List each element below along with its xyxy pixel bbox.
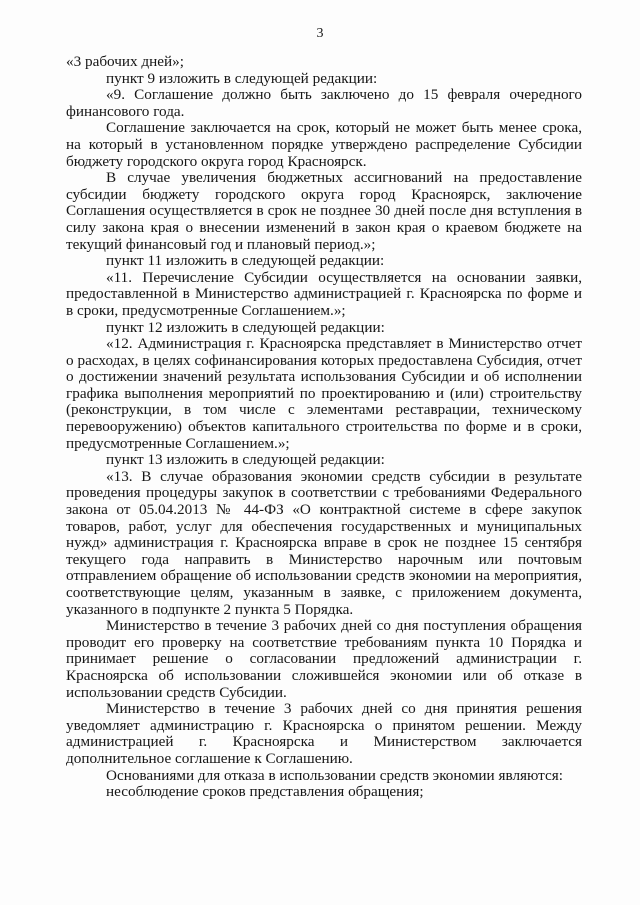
paragraph-8: пункт 12 изложить в следующей редакции:: [106, 318, 385, 336]
paragraph-9: «12. Администрация г. Красноярска представляет в Министерство отчет о расходах, в целях софинансирования которых предоставлена Субсидия, отчет о достижении значений результата использования Субсидии и об исполнении графика выполнения мероприятий по проектированию и (или) строительству (реконструкции, в том числе с элементами реставрации, техническому перевооружению) объектов капитального строительства по форме и в сроки, предусмотренные Соглашением.»;: [66, 335, 582, 452]
paragraph-10: пункт 13 изложить в следующей редакции:: [106, 451, 385, 469]
paragraph-13: Министерство в течение 3 рабочих дней со дня принятия решения уведомляет администрацию г. Красноярска о принятом решении. Между администрацией г. Красноярска и Министерством заключается дополнительное соглашение к Соглашению.: [66, 700, 582, 767]
paragraph-3: «9. Соглашение должно быть заключено до 15 февраля очередного финансового года.: [66, 86, 582, 120]
paragraph-12: Министерство в течение 3 рабочих дней со дня поступления обращения проводит его проверку на соответствие требованиям пункта 10 Порядка и принимает решение о согласовании предложений администрации г. Красноярска об использовании сложившейся экономии или об отказе в использовании средств Субсидии.: [66, 617, 582, 701]
paragraph-6: пункт 11 изложить в следующей редакции:: [106, 252, 385, 270]
paragraph-14: Основаниями для отказа в использовании средств экономии являются:: [106, 766, 563, 784]
page-number: 3: [316, 26, 324, 41]
paragraph-4: Соглашение заключается на срок, который не может быть менее срока, на который в установленном порядке утверждено распределение Субсидии бюджету городского округа город Красноярск.: [66, 119, 582, 170]
paragraph-1: «3 рабочих дней»;: [66, 53, 184, 70]
paragraph-15: несоблюдение сроков представления обращения;: [106, 783, 424, 801]
paragraph-7: «11. Перечисление Субсидии осуществляется на основании заявки, предоставленной в Министерство администрацией г. Красноярска по форме и в сроки, предусмотренные Соглашением.»;: [66, 268, 582, 319]
paragraph-2: пункт 9 изложить в следующей редакции:: [106, 69, 378, 87]
document-body: [66, 54, 582, 801]
paragraph-5: В случае увеличения бюджетных ассигнований на предоставление субсидии бюджету городского округа город Красноярск, заключение Соглашения осуществляется в срок не позднее 30 дней после дня вступления в силу закона края о внесении изменений в закон края о краевом бюджете на текущий финансовый год и плановый период.»;: [66, 169, 582, 253]
paragraph-11: «13. В случае образования экономии средств субсидии в результате проведения процедуры закупок в соответствии с требованиями Федерального закона от 05.04.2013 № 44-ФЗ «О контрактной системе в сфере закупок товаров, работ, услуг для обеспечения государственных и муниципальных нужд» администрация г. Красноярска вправе в срок не позднее 15 сентября текущего года направить в Министерство нарочным или почтовым отправлением обращение об использовании средств экономии на мероприятия, соответствующие целям, указанным в заявке, с приложением документа, указанного в подпункте 2 пункта 5 Порядка.: [66, 467, 582, 618]
